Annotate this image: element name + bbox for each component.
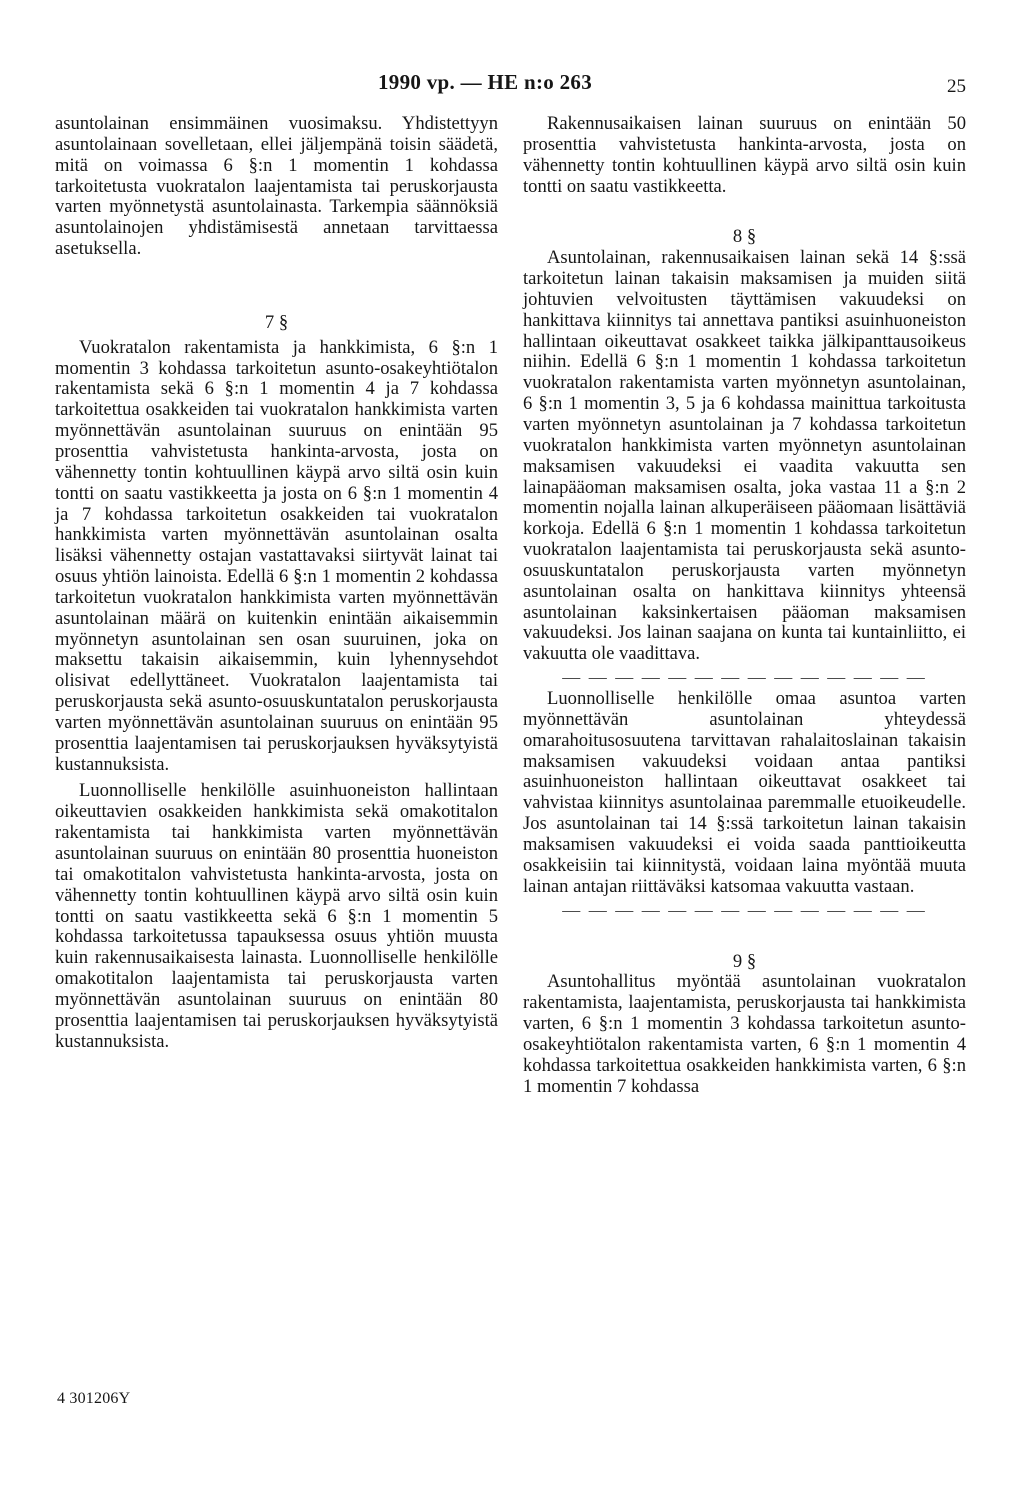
paragraph: Asuntolainan, rakennusaikaisen lainan sekä 14 §:ssä tarkoitetun lainan takaisin maksamisen ja muiden siitä johtuvien velvoitusten täyttämisen vakuudeksi on hankittava kiinnitys tai annettava pantiksi asuinhuoneiston hallintaan oikeuttavat osakkeet taikka jälkipanttausoikeus niihin. Edellä 6 §:n 1 momentin 1 kohdassa tarkoitetun vuokratalon rakentamista varten myönnetyn asuntolainan, 6 §:n 1 momentin 3, 5 ja 6 kohdassa mainittua tarkoitusta varten myönnetyn asuntolainan ja 7 kohdassa tarkoitetun vuokratalon hankkimista varten myönnetyn asuntolainan maksamisen vakuudeksi ei vaadita vakuutta sen lainapääoman maksamisen osalta, joka vastaa 11 a §:n 2 momentin nojalla lainan alkuperäiseen pääomaan lisättäviä korkoja. Edellä 6 §:n 1 momentin 1 kohdassa tarkoitetun vuokratalon laajentamista tai peruskorjausta sekä asunto-osuuskuntatalon peruskorjausta varten myönnetyn asuntolainan osalta on hankittava kiinnitys yhteensä asuntolainan kaksinkertaisen pääoman maksamisen vakuudeksi. Jos lainan saajana on kunta tai kuntainliitto, ei vakuutta ole vaadittava. bbox=[523, 247, 966, 665]
section-heading-8: 8 § bbox=[732, 226, 757, 248]
paragraph: Luonnolliselle henkilölle asuinhuoneiston hallintaan oikeuttavien osakkeiden hankkimista sekä omakotitalon rakentamista tai hankkimista varten myönnettävän asuntolainan suuruus on enintään 80 prosenttia huoneiston tai omakotitalon vahvistetusta hankinta-arvosta, josta on vähennetty tontin kohtuullinen käypä arvo siltä osin kuin tontti on saatu vastikkeetta sekä 6 §:n 1 momentin 5 kohdassa tarkoitetussa tapauksessa osuus yhtiön muusta kuin rakennusaikaisesta lainasta. Luonnolliselle henkilölle omakotitalon laajentamista tai peruskorjausta varten myönnettävän asuntolainan suuruus on enintään 80 prosenttia laajentamisen tai peruskorjauksen hyväksytyistä kustannuksista. bbox=[55, 780, 498, 1052]
spacer bbox=[55, 260, 498, 313]
dash-separator: — — — — — — — — — — — — — — bbox=[562, 667, 927, 688]
paragraph: Luonnolliselle henkilölle omaa asuntoa varten myönnettävän asuntolainan yhteydessä omarahoitusosuutena tarvittavan rahalaitoslainan takaisin maksamisen vakuudeksi voidaan antaa pantiksi asuinhuoneiston hallintaan oikeuttavat osakkeet tai vahvistaa kiinnitys asuntolainaa paremmalle etuoikeudelle. Jos asuntolainan tai 14 §:ssä tarkoitetun lainan takaisin maksamisen vakuudeksi ei voida saada panttioikeutta osakkeisiin tai kiinnitystä, voidaan laina myöntää muuta lainan antajan riittäväksi katsomaa vakuutta vastaan. bbox=[523, 688, 966, 897]
paragraph: asuntolainan ensimmäinen vuosimaksu. Yhdistettyyn asuntolainaan sovelletaan, ellei jäljempänä toisin säädetä, mitä on voimassa 6 §:n 1 momentin 1 kohdassa tarkoitetusta vuokratalon laajentamista tai peruskorjausta varten myönnetystä asuntolainasta. Tarkempia säännöksiä asuntolainojen yhdistämisestä annetaan tarvittaessa asetuksella. bbox=[55, 113, 498, 260]
left-column bbox=[55, 114, 498, 1052]
page-header bbox=[0, 70, 1024, 106]
section-heading-9: 9 § bbox=[732, 950, 757, 972]
document-title: 1990 vp. — HE n:o 263 bbox=[378, 70, 592, 94]
paragraph: Asuntohallitus myöntää asuntolainan vuokratalon rakentamista, laajentamista, peruskorjausta tai hankkimista varten, 6 §:n 1 momentin 3 kohdassa tarkoitetun asunto-osakeyhtiötalon rakentamista varten, 6 §:n 1 momentin 4 kohdassa tarkoitettua osakkeiden hankkimista varten, 6 §:n 1 momentin 7 kohdassa bbox=[523, 971, 966, 1097]
page-number: 25 bbox=[947, 76, 966, 97]
paragraph: Rakennusaikaisen lainan suuruus on enintään 50 prosenttia vahvistetusta hankinta-arvosta, josta on vähennetty tontin kohtuullinen käypä arvo siltä osin kuin tontti on saatu vastikkeetta. bbox=[523, 113, 966, 197]
dash-separator: — — — — — — — — — — — — — — bbox=[562, 899, 927, 920]
section-heading-7: 7 § bbox=[264, 311, 289, 333]
paragraph: Vuokratalon rakentamista ja hankkimista, 6 §:n 1 momentin 3 kohdassa tarkoitetun asunto-osakeyhtiötalon rakentamista sekä 6 §:n 1 momentin 4 ja 7 kohdassa tarkoitettua osakkeiden tai vuokratalon hankkimista varten myönnettävän asuntolainan suuruus on enintään 95 prosenttia vahvistetusta hankinta-arvosta, josta on vähennetty tontin kohtuullinen käypä arvo siltä osin kuin tontti on saatu vastikkeetta ja josta on 6 §:n 1 momentin 4 ja 7 kohdassa tarkoitetun osakkeiden tai vuokratalon hankkimista varten myönnettävän asuntolainan osalta lisäksi vähennetty ostajan vastattavaksi siirtyvät lainat tai osuus yhtiön lainoista. Edellä 6 §:n 1 momentin 2 kohdassa tarkoitetun vuokratalon hankkimista varten myönnettävän asuntolainan määrä on kuitenkin enintään aikaisemmin myönnetyn asuntolainan sen osan suuruinen, joka on maksettu takaisin aikaisemmin, kuin lyhennysehdot olisivat edellyttäneet. Vuokratalon laajentamista tai peruskorjausta sekä asunto-osuuskuntatalon peruskorjausta varten myönnettävän asuntolainan suuruus on enintään 95 prosenttia laajentamisen tai peruskorjauksen hyväksytyistä kustannuksista. bbox=[55, 336, 498, 775]
footer-code: 4 301206Y bbox=[57, 1390, 131, 1407]
right-column bbox=[523, 114, 966, 1097]
